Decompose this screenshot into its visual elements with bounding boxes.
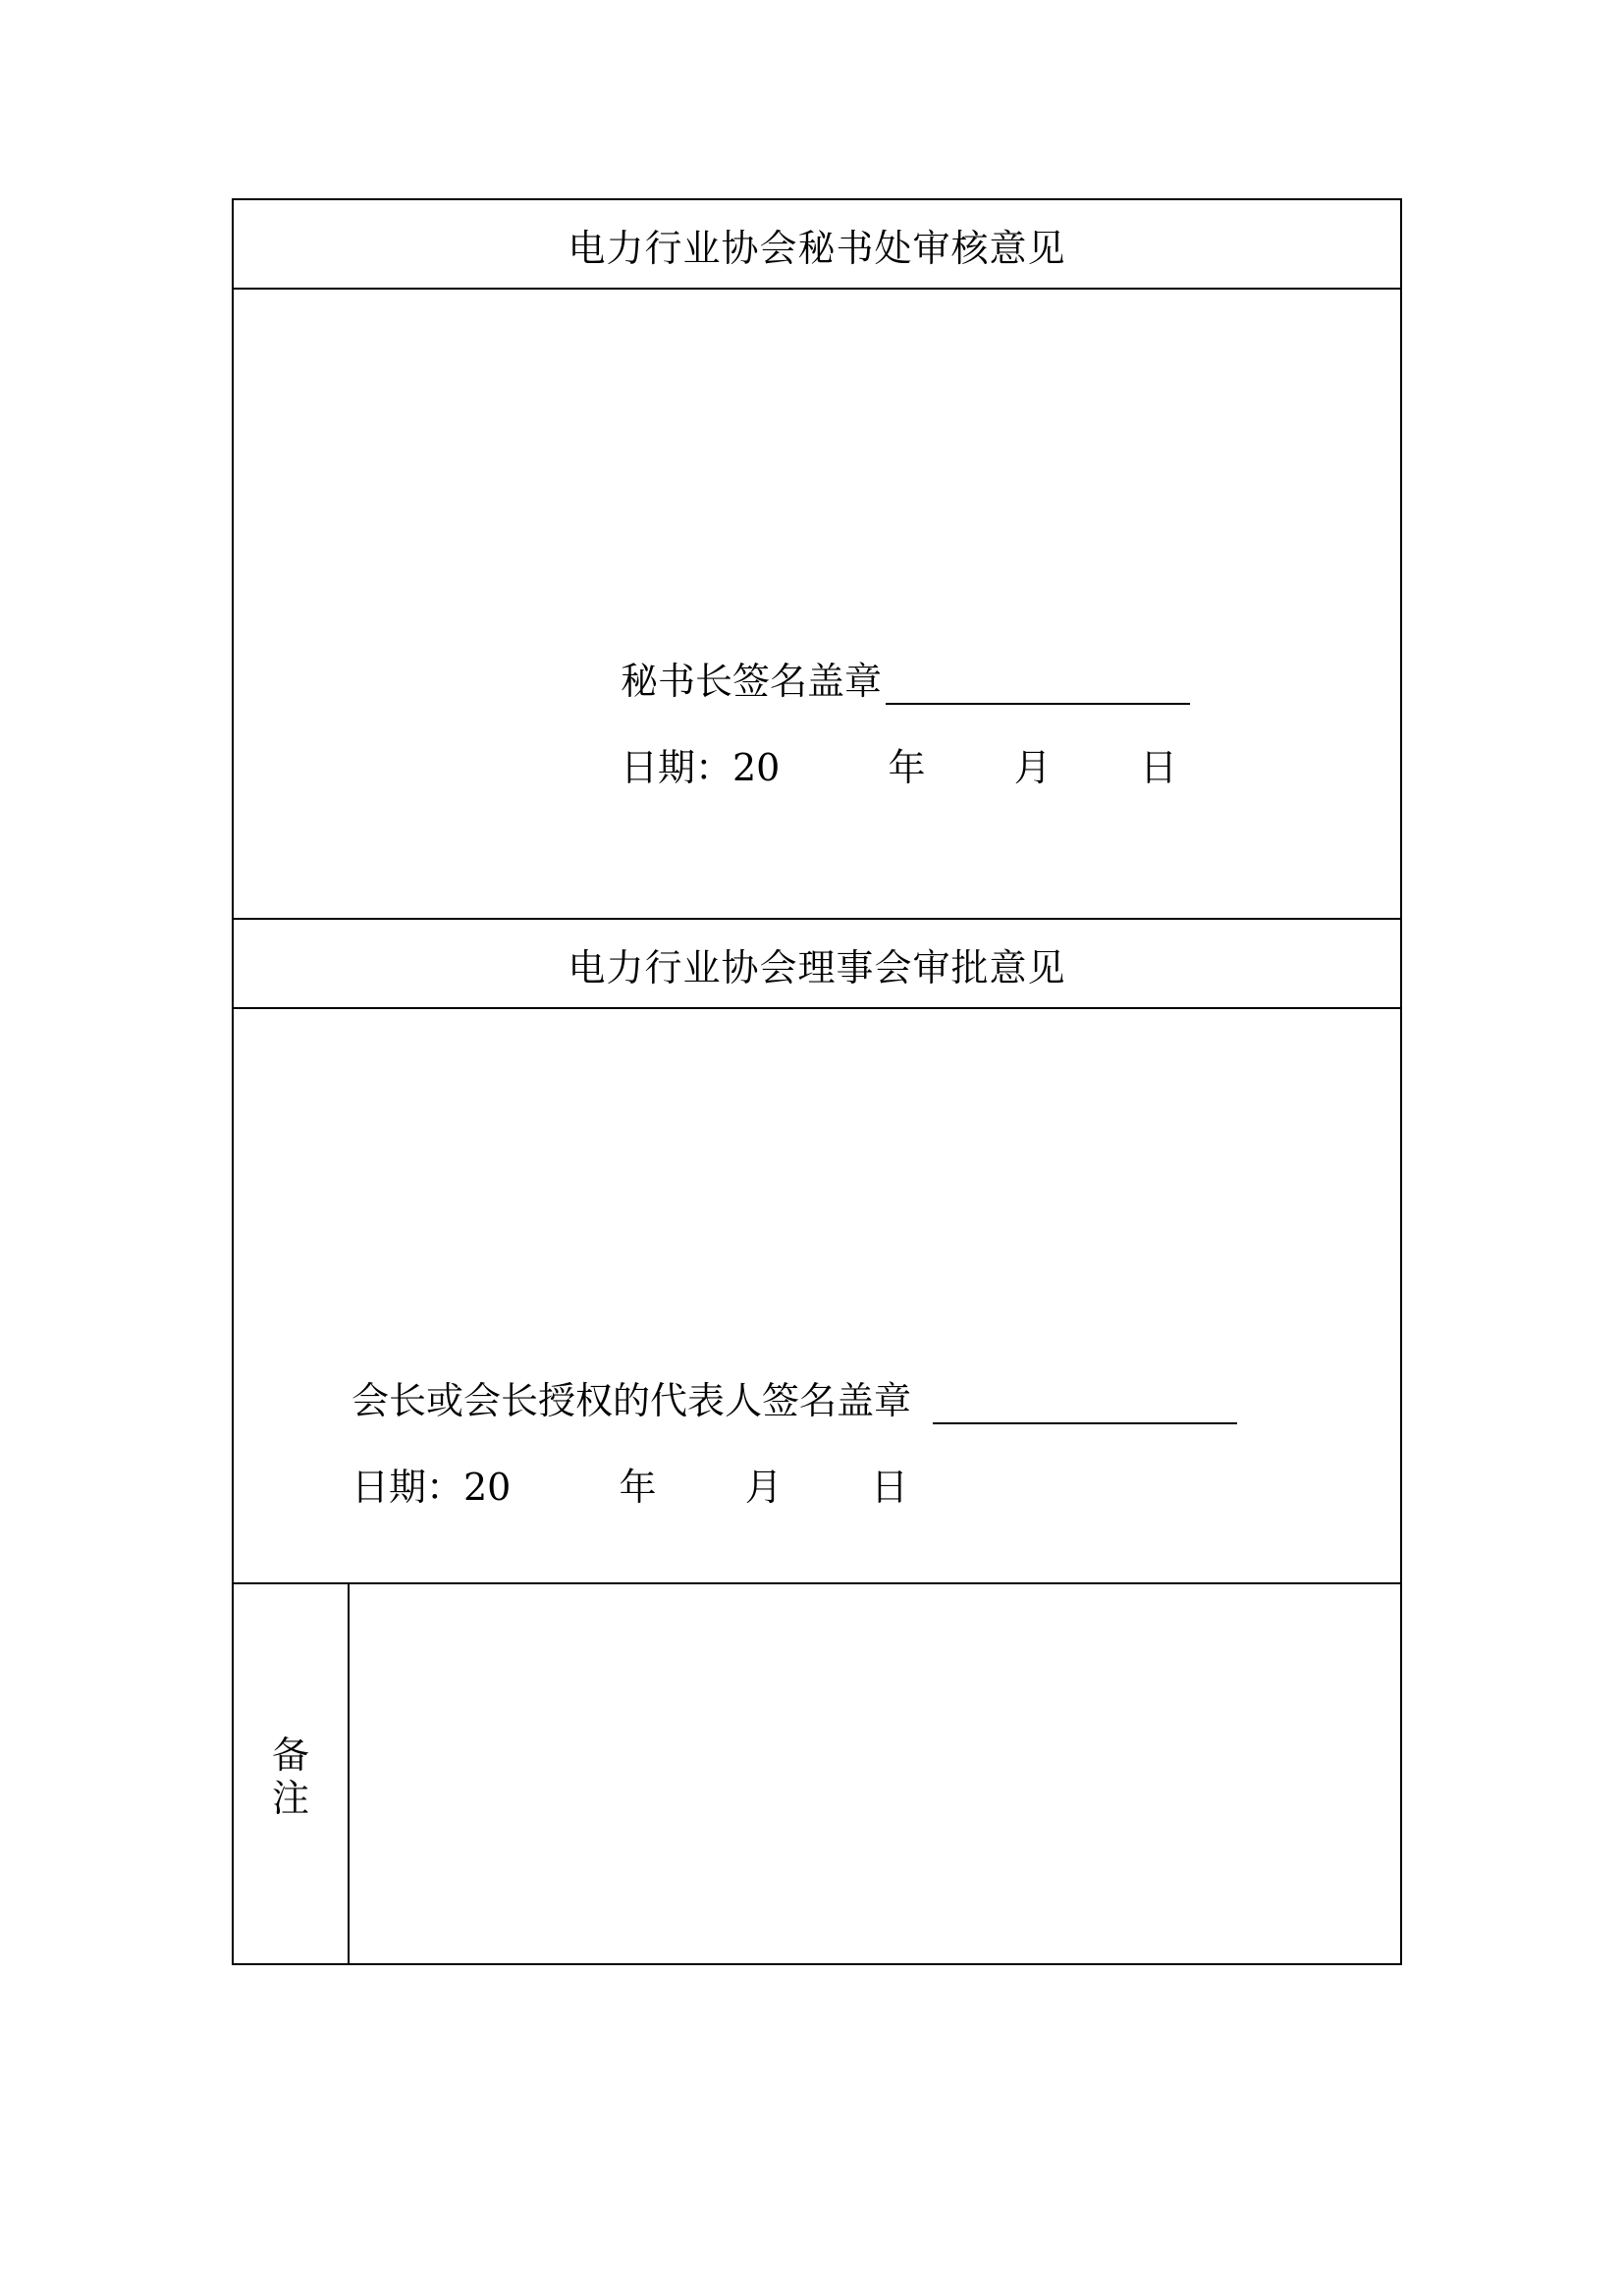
secretariat-header bbox=[234, 200, 1400, 289]
secretariat-date-prefix: 日期：20 bbox=[621, 746, 781, 789]
council-signature-line bbox=[352, 1370, 1237, 1424]
approval-form-table bbox=[232, 198, 1402, 1965]
council-header-text: 电力行业协会理事会审批意见 bbox=[568, 945, 1066, 989]
remarks-row bbox=[234, 1584, 1400, 1963]
council-day-label: 日 bbox=[870, 1466, 908, 1509]
secretariat-opinion-cell[interactable] bbox=[234, 290, 1400, 918]
council-year-label: 年 bbox=[619, 1466, 657, 1509]
secretariat-day-label: 日 bbox=[1139, 746, 1177, 789]
secretariat-signature-line bbox=[621, 651, 1190, 705]
remarks-label-char-1: 备 bbox=[271, 1734, 309, 1777]
council-date-prefix: 日期：20 bbox=[352, 1466, 512, 1509]
secretariat-date-line bbox=[621, 737, 1177, 791]
council-month-label: 月 bbox=[744, 1466, 783, 1509]
remarks-label-cell bbox=[234, 1584, 350, 1963]
secretariat-month-label: 月 bbox=[1013, 746, 1052, 789]
council-header bbox=[234, 920, 1400, 1008]
council-signature-field[interactable] bbox=[933, 1383, 1237, 1424]
secretariat-year-label: 年 bbox=[888, 746, 926, 789]
council-opinion-cell[interactable] bbox=[234, 1009, 1400, 1582]
remarks-label bbox=[234, 1734, 348, 1820]
council-date-line bbox=[352, 1457, 908, 1511]
remarks-label-char-2: 注 bbox=[271, 1777, 309, 1820]
secretariat-signature-label: 秘书长签名盖章 bbox=[621, 660, 883, 703]
secretariat-header-text: 电力行业协会秘书处审核意见 bbox=[568, 226, 1066, 270]
remarks-content-cell[interactable] bbox=[350, 1584, 1400, 1963]
secretariat-signature-field[interactable] bbox=[886, 664, 1190, 705]
council-signature-label: 会长或会长授权的代表人签名盖章 bbox=[352, 1379, 912, 1422]
